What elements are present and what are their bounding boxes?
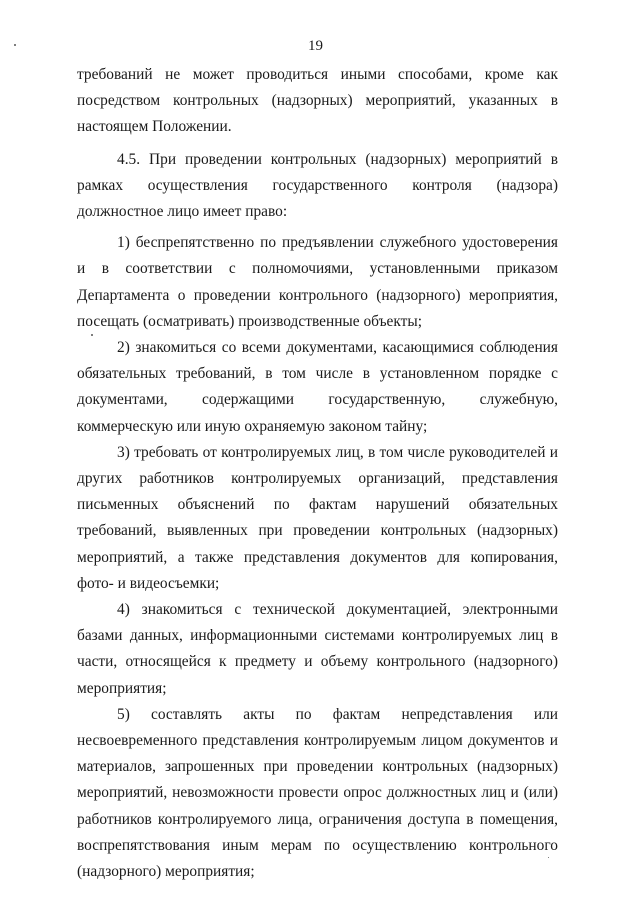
paragraph-4-5: 4.5. При проведении контрольных (надзорных) мероприятий в рамках осуществления государственного контроля (надзора) должностное лицо имеет право: [77, 150, 558, 221]
paragraph-item-5: 5) составлять акты по фактам непредставления или несвоевременного представления контролируемым лицом документов и материалов, запрошенных при проведении контрольных (надзорных) мероприятий, невозможности провести опрос должностных лиц и (или) работников контролируемого лица, ограничения доступа в помещения, воспрепятствования иным мерам по осуществлению контрольного (надзорного) мероприятия; [77, 705, 558, 881]
paragraph-item-1: 1) беспрепятственно по предъявлении служебного удостоверения и в соответствии с полномочиями, установленными приказом Департамента о проведении контрольного (надзорного) мероприятия, посещать (осматривать) производственные объекты; [77, 234, 558, 330]
page-number: 19 [308, 38, 323, 54]
paragraph-continuation: требований не может проводиться иными способами, кроме как посредством контрольных (надзорных) мероприятий, указанных в настоящем Положении. [77, 66, 558, 136]
scan-speck [548, 857, 549, 858]
document-body [77, 62, 558, 885]
paragraph-item-3: 3) требовать от контролируемых лиц, в том числе руководителей и других работников контролируемых организаций, представления письменных объяснений по фактам нарушений обязательных требований, выявленных при проведении контрольных (надзорных) мероприятий, а также представления документов для копирования, фото- и видеосъемки; [77, 443, 558, 592]
paragraph-item-4: 4) знакомиться с технической документацией, электронными базами данных, информационными системами контролируемых лиц в части, относящейся к предмету и объему контрольного (надзорного) мероприятия; [77, 601, 558, 697]
paragraph-item-2: 2) знакомиться со всеми документами, касающимися соблюдения обязательных требований, в том числе в установленном порядке с документами, содержащими государственную, служебную, коммерческую или иную охраняемую законом тайну; [77, 339, 558, 435]
scan-speck [14, 44, 16, 46]
scan-speck [91, 334, 93, 336]
